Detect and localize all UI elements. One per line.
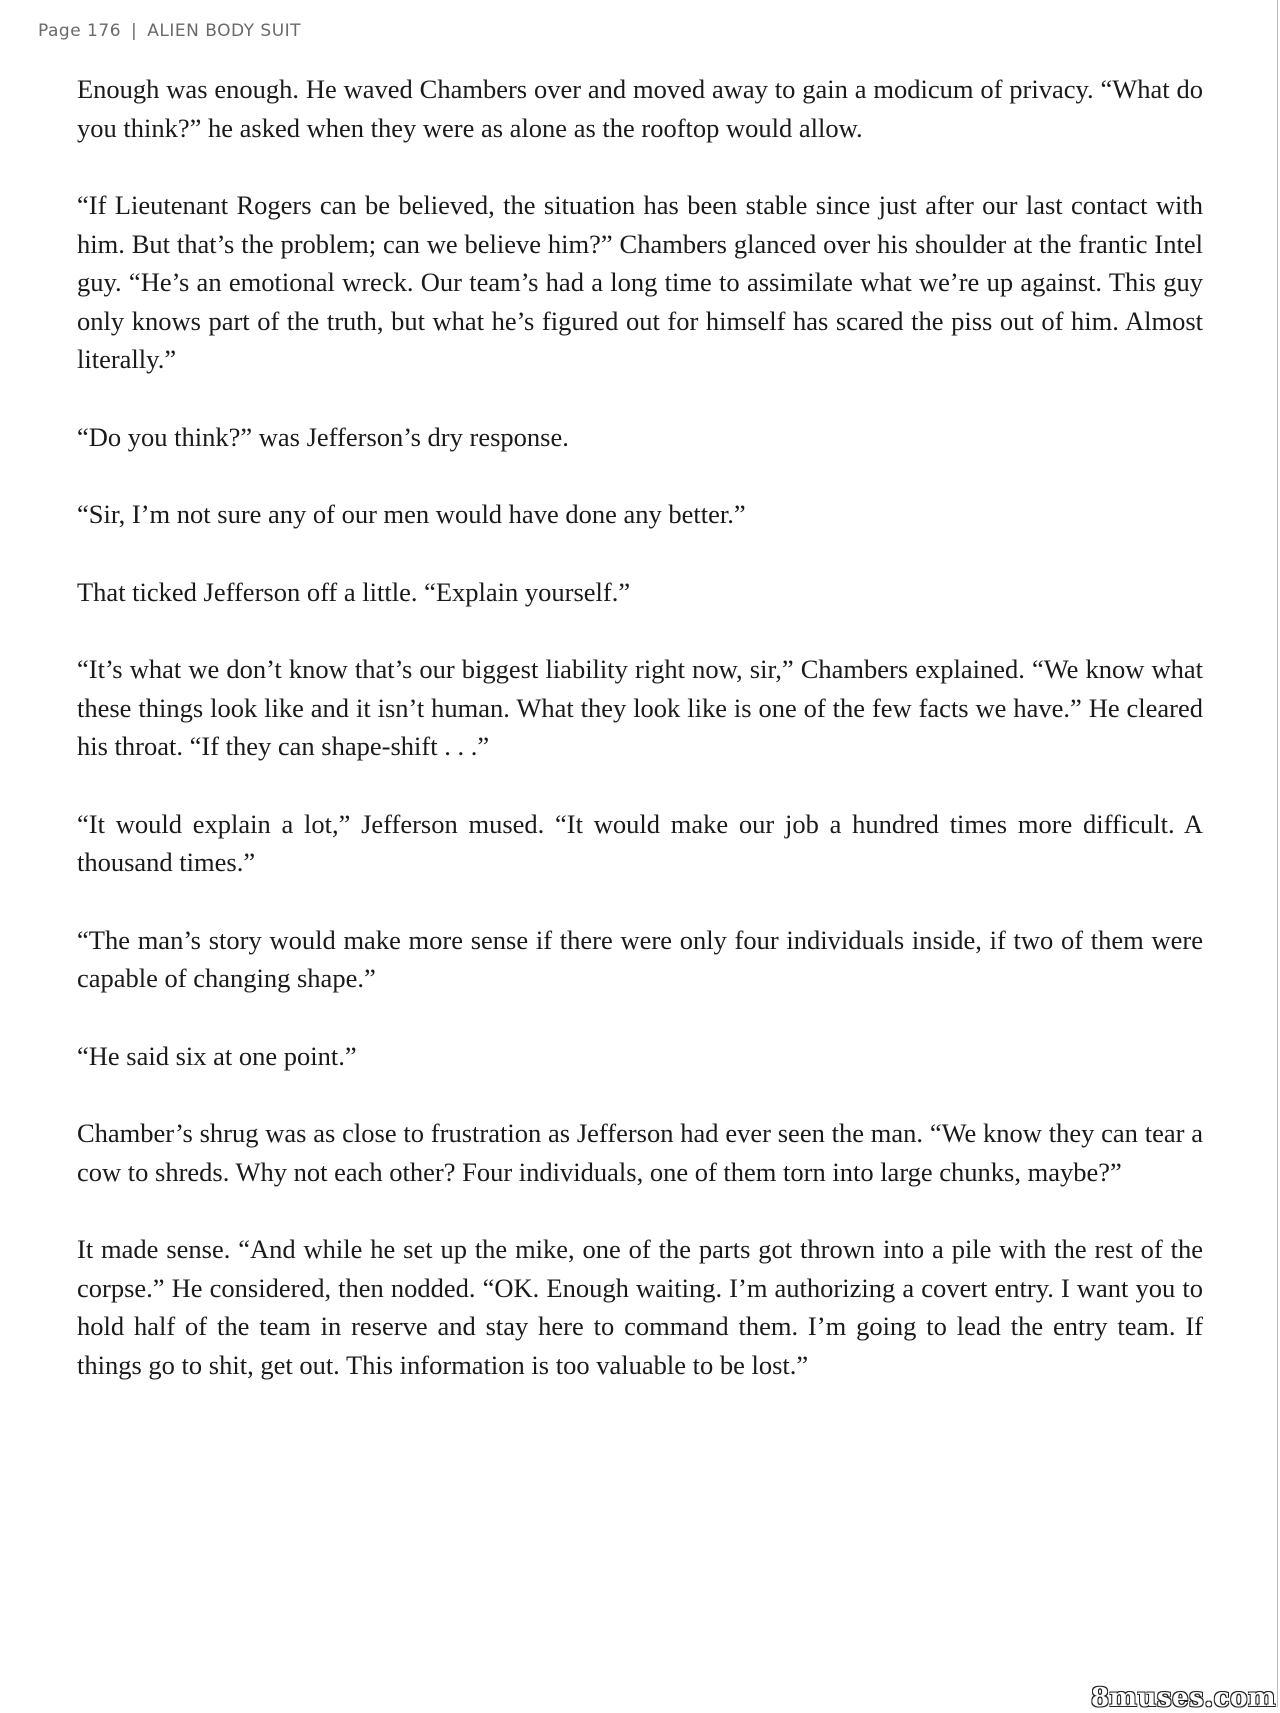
page-edge-line (1277, 0, 1278, 1707)
paragraph: Enough was enough. He waved Chambers over and moved away to gain a modicum of privacy. “What do you think?” he asked when they were as alone as the rooftop would allow. (77, 74, 1203, 143)
paragraph: “It would explain a lot,” Jefferson mused. “It would make our job a hundred times more difficult. A thousand times.” (77, 808, 1203, 877)
paragraph: It made sense. “And while he set up the mike, one of the parts got thrown into a pile with the rest of the corpse.” He considered, then nodded. “OK. Enough waiting. I’m authorizing a covert entry. I want you to hold half of the team in reserve and stay here to command them. I’m going to lead the entry team. If things go to shit, get out. This information is too valuable to be lost.” (77, 1234, 1203, 1380)
running-header (38, 21, 301, 41)
paragraph: “Do you think?” was Jefferson’s dry response. (77, 421, 569, 452)
header-separator: | (131, 21, 138, 41)
paragraph: “He said six at one point.” (77, 1040, 357, 1071)
book-title: ALIEN BODY SUIT (147, 21, 302, 41)
site-watermark: 8muses.com (1090, 1683, 1276, 1713)
paragraph: “The man’s story would make more sense if there were only four individuals inside, if two of them were capable of changing shape.” (77, 924, 1203, 993)
paragraph: Chamber’s shrug was as close to frustration as Jefferson had ever seen the man. “We know they can tear a cow to shreds. Why not each other? Four individuals, one of them torn into large chunks, maybe?” (77, 1118, 1203, 1187)
page-number-label: Page 176 (38, 21, 122, 41)
paragraph: “Sir, I’m not sure any of our men would have done any better.” (77, 499, 746, 529)
paragraph: That ticked Jefferson off a little. “Explain yourself.” (77, 576, 631, 607)
paragraph: “It’s what we don’t know that’s our biggest liability right now, sir,” Chambers explained. “We know what these things look like and it isn’t human. What they look like is one of the few facts we have.” He cleared his throat. “If they can shape-shift . . .” (77, 654, 1203, 761)
body-text (77, 70, 1203, 1423)
paragraph: “If Lieutenant Rogers can be believed, the situation has been stable since just after our last contact with him. But that’s the problem; can we believe him?” Chambers glanced over his shoulder at the frantic Intel guy. “He’s an emotional wreck. Our team’s had a long time to assimilate what we’re up against. This guy only knows part of the truth, but what he’s figured out for himself has scared the piss out of him. Almost literally.” (77, 190, 1203, 374)
